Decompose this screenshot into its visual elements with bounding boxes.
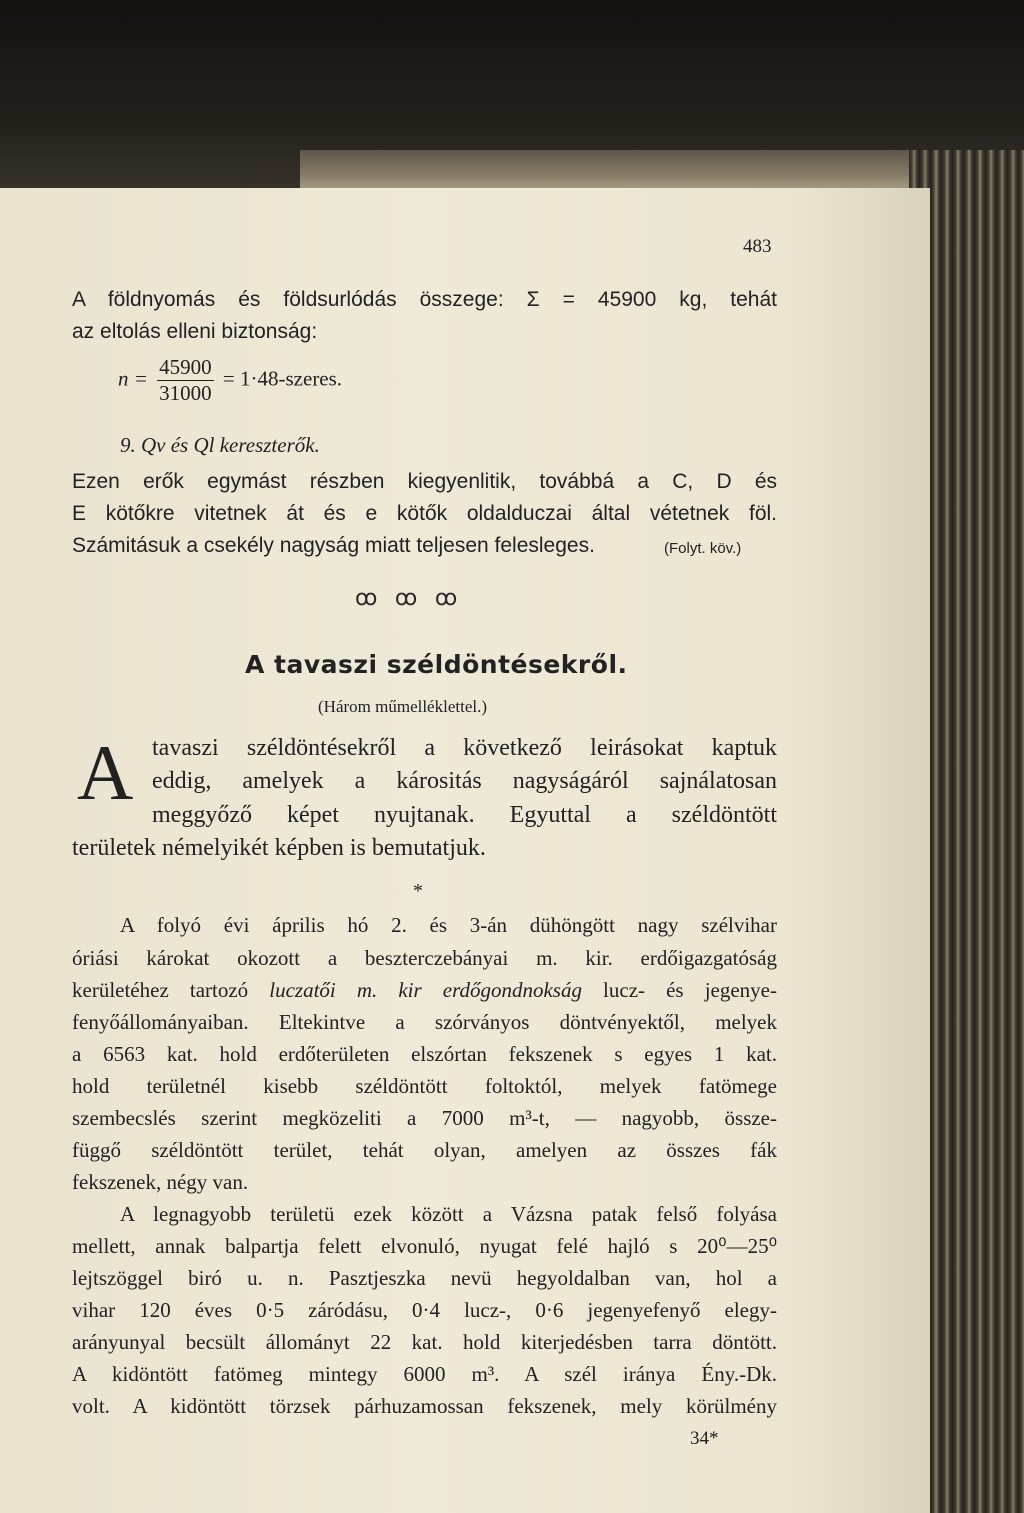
- body-line: kerületéhez tartozó luczatői m. kir erdőgondnokság lucz- és jegenye-: [72, 978, 777, 1002]
- section-asterisk: *: [413, 880, 423, 902]
- body-line: hold területnél kisebb széldöntött foltoktól, melyek fatömege: [72, 1074, 777, 1098]
- body-line: szembecslés szerint megközeliti a 7000 m³-t, — nagyobb, össze-: [72, 1106, 777, 1130]
- continued-note: (Folyt. köv.): [664, 540, 742, 557]
- formula-denominator: 31000: [159, 381, 212, 405]
- formula-rhs: = 1·48-szeres.: [222, 366, 343, 391]
- safety-formula: [118, 355, 342, 406]
- section-9-heading: 9. Qv és Ql kereszterők.: [120, 433, 320, 457]
- formula-fraction: [157, 355, 214, 406]
- body-line: A folyó évi április hó 2. és 3-án dühöngött nagy szélvihar: [120, 913, 777, 937]
- body-line: függő széldöntött terület, tehát olyan, amelyen az összes fák: [72, 1138, 777, 1162]
- body-line: a 6563 kat. hold erdőterületen elszórtan fekszenek s egyes 1 kat.: [72, 1042, 777, 1066]
- body-line: fenyőállományaiban. Eltekintve a szórványos döntvényektől, melyek: [72, 1010, 777, 1034]
- intro-line: eddig, amelyek a kárositás nagyságáról sajnálatosan: [152, 768, 777, 794]
- body-line: lejtszöggel biró u. n. Pasztjeszka nevü hegyoldalban van, hol a: [72, 1266, 777, 1290]
- page-number: 483: [743, 236, 772, 257]
- intro-line: tavaszi széldöntésekről a következő leirásokat kaptuk: [152, 735, 777, 761]
- para2-line2: E kötőkre vitetnek át és e kötők oldalduczai által vétetnek föl.: [72, 502, 777, 525]
- body-line: mellett, annak balpartja felett elvonuló, nyugat felé hajló s 20⁰—25⁰: [72, 1234, 777, 1258]
- para1-line1: A földnyomás és földsurlódás összege: Σ = 45900 kg, tehát: [72, 288, 777, 311]
- para2-line1: Ezen erők egymást részben kiegyenlitik, továbbá a C, D és: [72, 470, 777, 493]
- body-line: óriási károkat okozott a beszterczebányai m. kir. erdőigazgatóság: [72, 946, 777, 970]
- body-line: fekszenek, négy van.: [72, 1170, 249, 1194]
- article-title: A tavaszi széldöntésekről.: [245, 650, 628, 679]
- intro-line: meggyőző képet nyujtanak. Egyuttal a széldöntött: [152, 802, 777, 828]
- page-footer-number: 34*: [690, 1428, 719, 1449]
- article-subtitle: (Három műmelléklettel.): [318, 697, 487, 716]
- ornament-divider: ꝏ ꝏ ꝏ: [355, 585, 464, 610]
- drop-cap: A: [77, 729, 134, 816]
- intro-last-line: területek némelyikét képben is bemutatjuk.: [72, 835, 486, 861]
- body-line: vihar 120 éves 0·5 záródásu, 0·4 lucz-, 0·6 jegenyefenyő elegy-: [72, 1298, 777, 1322]
- body-line: A kidöntött fatömeg mintegy 6000 m³. A szél iránya Ény.-Dk.: [72, 1362, 777, 1386]
- formula-numerator: 45900: [159, 355, 212, 379]
- para2-line3: Számitásuk a csekély nagyság miatt teljesen felesleges.: [72, 534, 595, 557]
- body-line: arányunyal becsült állományt 22 kat. hold kiterjedésben tarra döntött.: [72, 1330, 777, 1354]
- formula-lhs: n =: [118, 366, 148, 391]
- body-line: volt. A kidöntött törzsek párhuzamossan fekszenek, mely körülmény: [72, 1394, 777, 1418]
- body-line: A legnagyobb területü ezek között a Vázsna patak felső folyása: [120, 1202, 777, 1226]
- para1-line2: az eltolás elleni biztonság:: [72, 320, 318, 343]
